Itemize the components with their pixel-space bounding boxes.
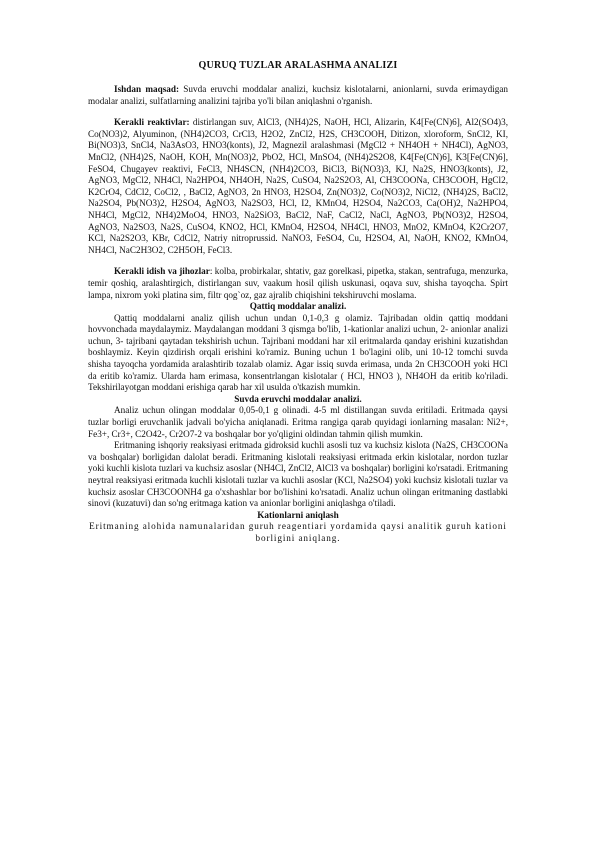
soluble-analysis-paragraph-1: Analiz uchun olingan moddalar 0,05-0,1 g olinadi. 4-5 ml distillangan suvda eritiladi. Eritmada qaysi tuzlar borligi eruvchanlik jadvali bo'yicha aniqlanadi. Eritma rangiga qarab quyidagi ionlarning masalan: Ni2+, Fe3+, Cr3+, C2O42-, Cr2O7-2 va boshqalar bor yo'qligini oldindan tahmin qilish mumkin.	[88, 405, 508, 439]
reagents-label: Kerakli reaktivlar:	[114, 117, 190, 128]
reagents-text: distirlangan suv, AlCl3, (NH4)2S, NaOH, HCl, Alizarin, K4[Fe(CN)6], Al2(SO4)3, Co(NO3)2, Alyuminon, (NH4)2CO3, CrCl3, H2O2, ZnCl2, H2S, CH3COOH, Ditizon, xloroform, SnCl2, KI, Bi(NO3)3, SnCl4, Na3AsO3, HNO3(konts), J2, Magnezil aralashmasi (MgCl2 + NH4OH + NH4Cl), AgNO3, MnCl2, (NH4)2S, NaOH, KOH, Mn(NO3)2, PbO2, HCl, MnSO4, (NH4)2S2O8, K4[Fe(CN)6], K3[Fe(CN)6], FeSO4, Chugayev reaktivi, FeCl3, NH4SCN, (NH4)2CO3, BiCl3, Bi(NO3)3, KJ, Na2S, HNO3(konts), J2, AgNO3, MgCl2, NH4Cl, Na2HPO4, NH4OH, Na2S, CuSO4, Na2S2O3, Al, CH3COONa, CH3COOH, HgCl2, K2CrO4, CdCl2, CoCl2, , BaCl2, AgNO3, 2n HNO3, H2SO4, Zn(NO3)2, Co(NO3)2, NiCl2, (NH4)2S, BaCl2, Na2SO4, Pb(NO3)2, H2SO4, AgNO3, Na2SO3, HCl, I2, KMnO4, H2SO4, Na2CO3, Ca(OH)2, Na2HPO4, NH4Cl, MgCl2, NH4)2MoO4, HNO3, Na2SiO3, BaCl2, NaF, CaCl2, NaCl, AgNO3, Pb(NO3)2, H2SO4, AgNO3, Na2SO3, Na2S, CuSO4, KNO2, HCl, KMnO4, H2SO4, NH4Cl, HNO3, MnO2, KMnO4, K2Cr2O7, KCl, Na2S2O3, KBr, CdCl2, Natriy nitroprussid. NaNO3, FeSO4, Cu, H2SO4, Al, NaOH, KNO2, KMnO4, NH4Cl, NaC2H3O2, C2H5OH, FeCl3.	[88, 117, 508, 255]
purpose-label: Ishdan maqsad:	[114, 84, 180, 94]
purpose-paragraph	[88, 84, 508, 107]
document-page	[88, 60, 508, 545]
equipment-text: : kolba, probirkalar, shtativ, gaz gorelkasi, pipetka, stakan, sentrafuga, menzurka, temir qoshiq, aralashtirgich, distirlangan suv, vaakum hosil qilish uskunasi, oqava suv, shisha tayoqcha. Spirt lampa, nixrom yoki platina sim, filtr qog`oz, gaz ajralib chiqishini tekshiruvchi moslama.	[88, 266, 508, 300]
cation-heading: Kationlarni aniqlash	[257, 509, 339, 520]
solid-analysis-paragraph: Qattiq moddalarni analiz qilish uchun undan 0,1-0,3 g olamiz. Tajribadan oldin qattiq moddani hovvonchada maydalaymiz. Maydalangan moddani 3 qismga bo'lib, 1-kationlar analizi uchun, 2- anionlar analizi uchun, 3- tajribani qaytadan tekshirish uchun. Tajribani moddani har xil eritmalarda qanday erishini kuzatishdan boshlaymiz. Keyin qizdirish orqali erishini ko'ramiz. Buning uchun 1 bo'lagini olib, uni 10-12 tomchi suvda shisha tayoqcha yordamida aralashtirib tozalab olamiz. Agar issiq suvda erimasa, unda 2n CH3COOH yoki HCl da eritib ko'ramiz. Ularda ham erimasa, konsentrlangan kislotalar ( HCl, HNO3 ), NH4OH da eritib ko'riladi. Tekshirilayotgan moddani erishiga qarab har xil usulda o'tkazish mumkin.	[88, 312, 508, 393]
reagents-paragraph	[88, 117, 508, 256]
purpose-text: Suvda eruvchi moddalar analizi, kuchsiz kislotalarni, anionlarni, suvda erimaydigan modalar analizi, sulfatlarning analizini tajriba yo'li bilan aniqlashni o'rganish.	[88, 84, 508, 106]
equipment-paragraph	[88, 266, 508, 301]
equipment-label: Kerakli idish va jihozlar	[114, 266, 210, 277]
soluble-analysis-paragraph-2: Eritmaning ishqoriy reaksiyasi eritmada gidroksid kuchli asosli tuz va kuchsiz kislota (Na2S, CH3COONa va boshqalar) borligidan dalolat beradi. Eritmaning kislotali reaksiyasi eritmada erkin kislotalar, nordon tuzlar yoki kuchli kislota tuzlari va kuchsiz asoslar (NH4Cl, ZnCl2, AlCl3 va boshqalar) borligini ko'rsatadi. Eritmaning neytral reaksiyasi eritmada kuchli kislotali tuzlar va kuchli asoslar (KCl, Na2SO4) yoki kuchsiz kislotali tuzlar va kuchsiz asoslar CH3COONH4 ga o'xshashlar bor bo'lishini ko'rsatadi. Analiz uchun olingan eritmaning dastlabki sinovi (kuzatuvi) dan so'ng eritmaga kation va anionlar borligini aniqlashga o'tiladi.	[88, 440, 508, 509]
soluble-analysis-heading: Suvda eruvchi moddalar analizi.	[234, 393, 362, 404]
cation-paragraph: Eritmaning alohida namunalaridan guruh reagentiari yordamida qaysi analitik guruh kationi borligini aniqlang.	[89, 521, 507, 543]
solid-analysis-heading: Qattiq moddalar analizi.	[249, 301, 347, 312]
document-title: QURUQ TUZLAR ARALASHMA ANALIZI	[198, 60, 398, 71]
